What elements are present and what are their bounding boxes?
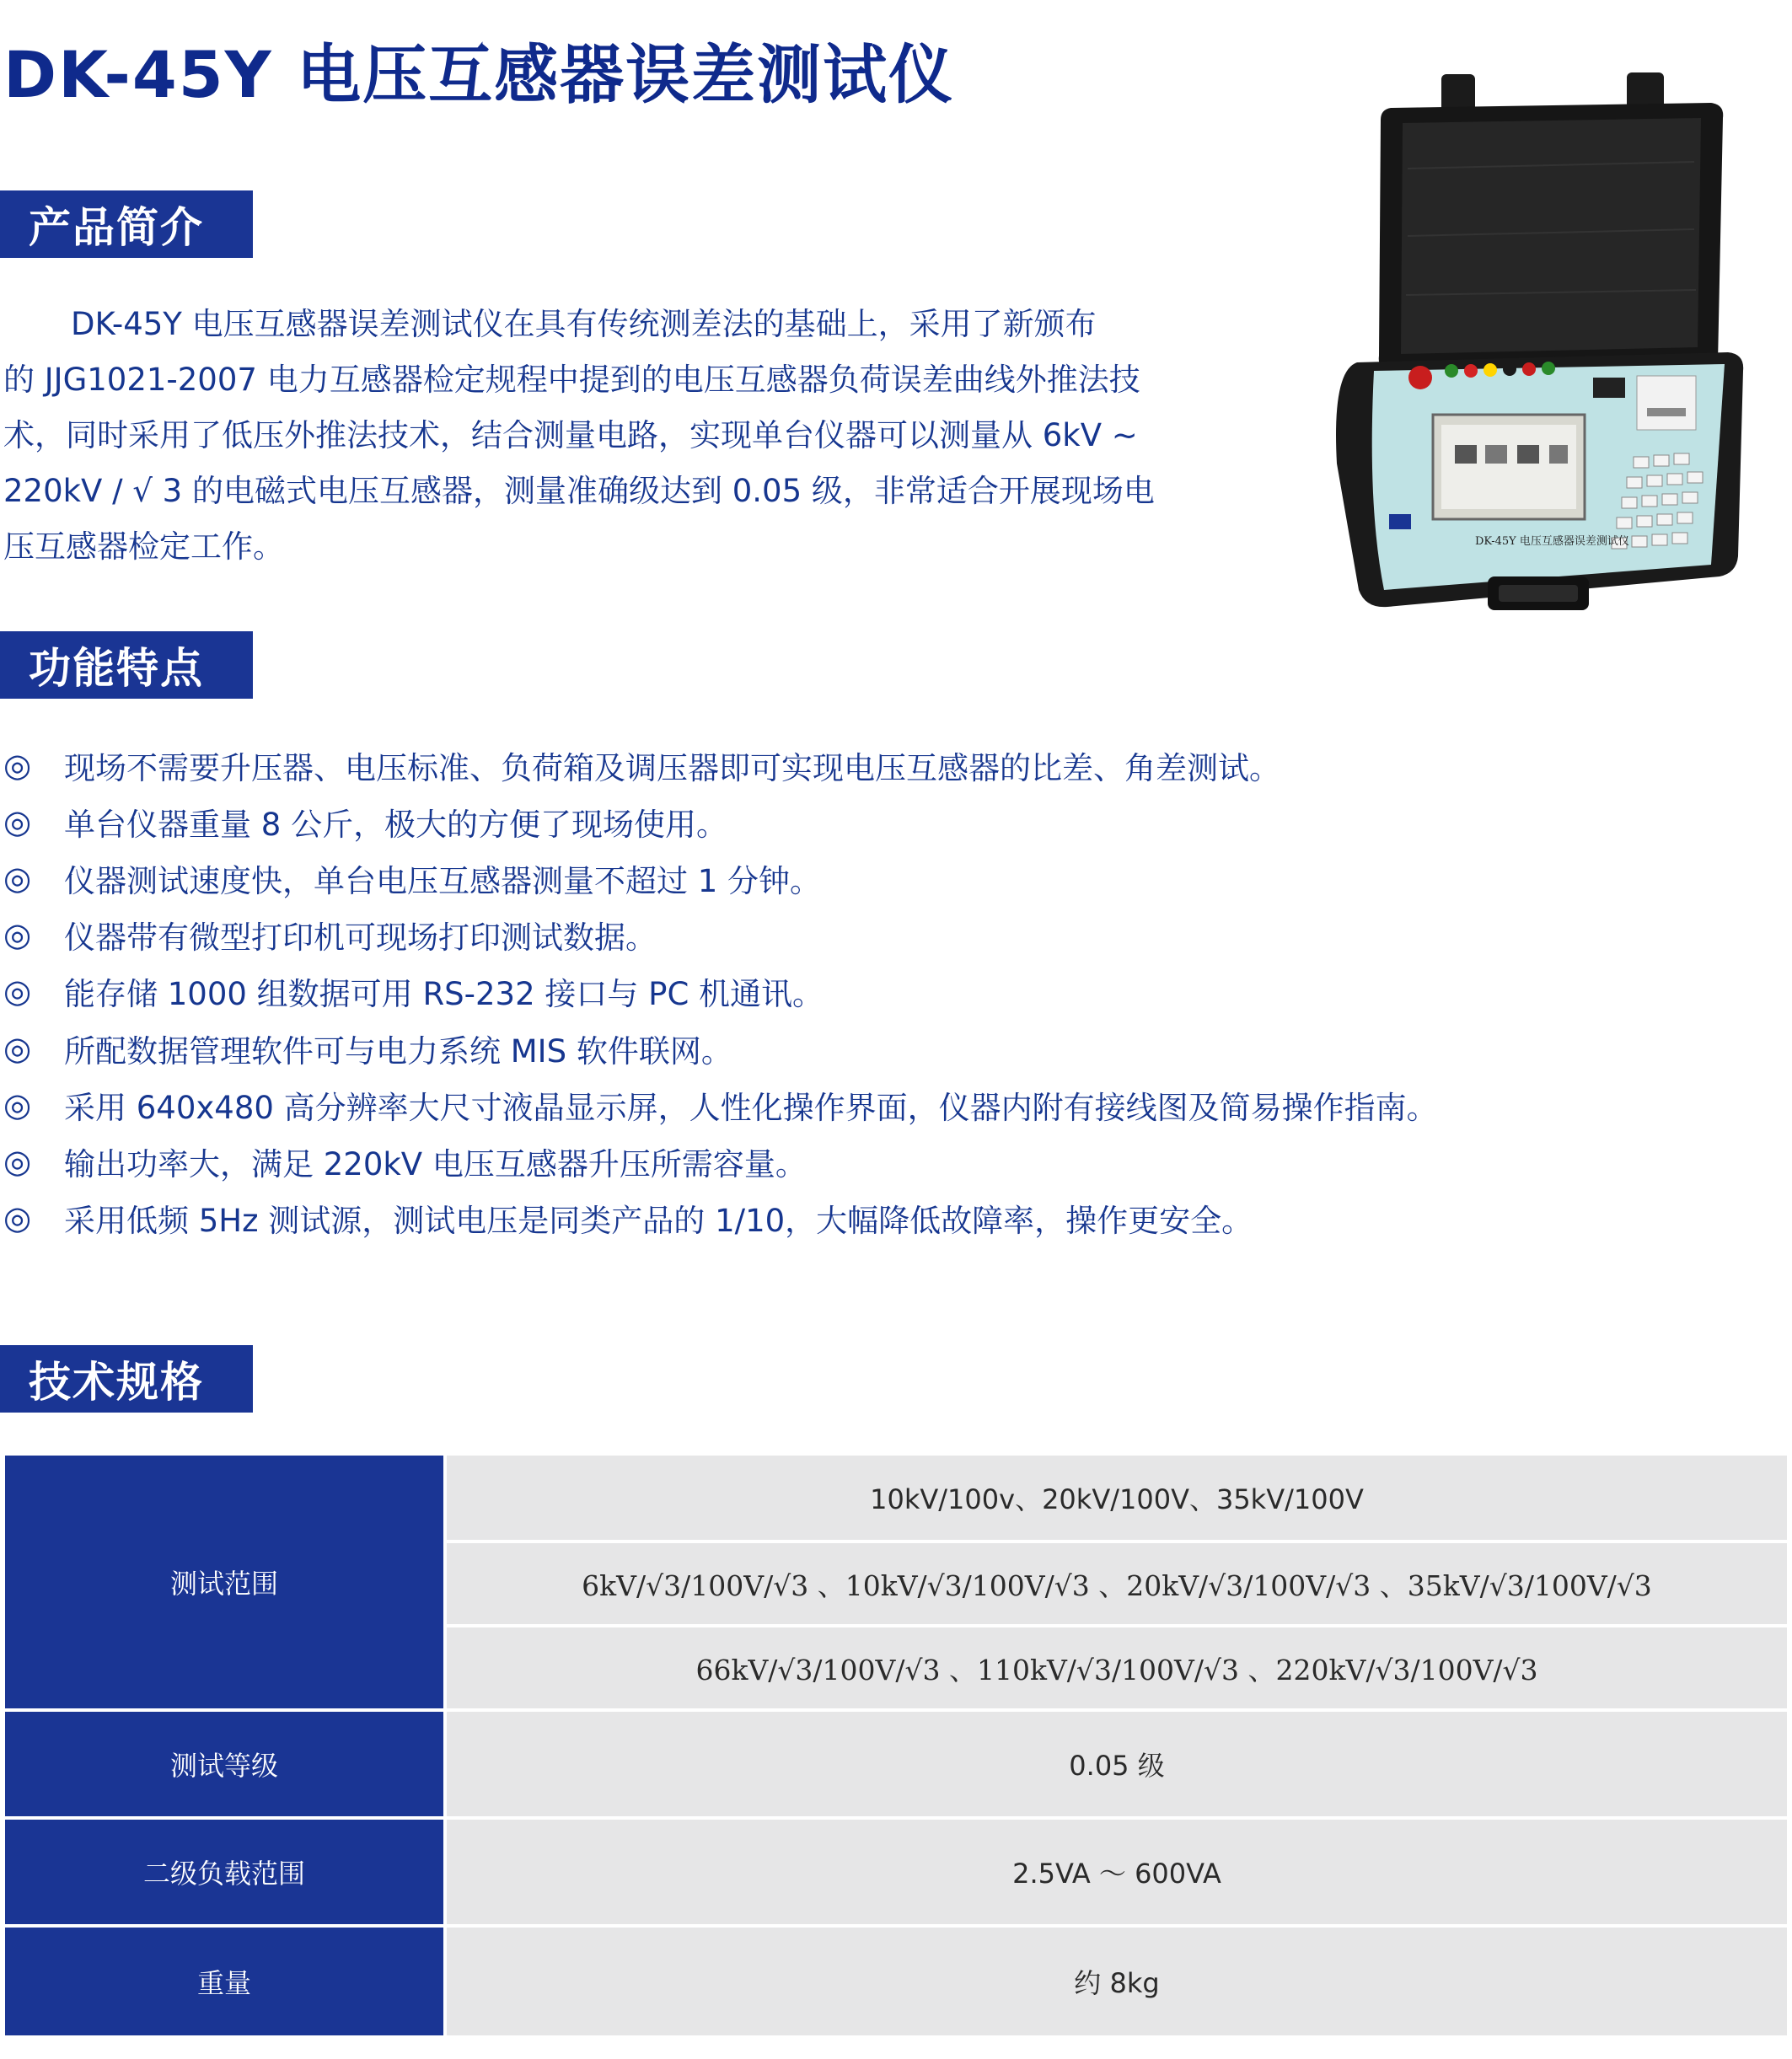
- page-title: DK-45Y 电压互感器误差测试仪: [3, 37, 955, 112]
- intro-paragraph: [3, 297, 1259, 575]
- spec-label-range: 测试范围: [5, 1456, 447, 1708]
- product-image: [1306, 67, 1753, 641]
- bullet-icon: ◎: [3, 1086, 32, 1123]
- spec-row-weight: [5, 1928, 1787, 2035]
- intro-line-3: 术，同时采用了低压外推法技术，结合测量电路，实现单台仪器可以测量从 6kV ~: [3, 417, 1138, 453]
- spec-value-range-1: 10kV/100v、20kV/100V、35kV/100V: [447, 1456, 1787, 1540]
- bullet-icon: ◎: [3, 1142, 32, 1180]
- intro-line-2: 的 JJG1021-2007 电力互感器检定规程中提到的电压互感器负荷误差曲线外推法技: [3, 362, 1140, 398]
- feature-item: ◎ 现场不需要升压器、电压标准、负荷箱及调压器即可实现电压互感器的比差、角差测试。: [3, 746, 1280, 786]
- spec-row-level: [5, 1712, 1787, 1820]
- spec-table: [5, 1456, 1787, 2035]
- feature-item: ◎ 单台仪器重量 8 公斤，极大的方便了现场使用。: [3, 802, 728, 843]
- spec-row-range: [5, 1456, 1787, 1712]
- product-panel-label: DK-45Y 电压互感器误差测试仪: [1475, 535, 1629, 548]
- bullet-icon: ◎: [3, 859, 32, 897]
- intro-line-5: 压互感器检定工作。: [3, 528, 284, 565]
- section-header-spec: 技术规格: [0, 1345, 253, 1413]
- feature-item: ◎ 输出功率大，满足 220kV 电压互感器升压所需容量。: [3, 1142, 807, 1182]
- feature-item: ◎ 能存储 1000 组数据可用 RS-232 接口与 PC 机通讯。: [3, 973, 824, 1013]
- bullet-icon: ◎: [3, 802, 32, 840]
- spec-value-weight: 约 8kg: [447, 1928, 1787, 2035]
- section-header-intro: 产品简介: [0, 190, 253, 258]
- spec-value-range-3: 66kV/√3/100V/√3 、110kV/√3/100V/√3 、220kV/√3/100V/√3: [447, 1624, 1787, 1708]
- bullet-icon: ◎: [3, 746, 32, 784]
- spec-value-level: 0.05 级: [447, 1712, 1787, 1816]
- intro-line-4: 220kV / √ 3 的电磁式电压互感器，测量准确级达到 0.05 级，非常适合开展现场电: [3, 473, 1155, 509]
- spec-value-load: 2.5VA ～ 600VA: [447, 1820, 1787, 1924]
- spec-value-range-2: 6kV/√3/100V/√3 、10kV/√3/100V/√3 、20kV/√3/100V/√3 、35kV/√3/100V/√3: [447, 1540, 1787, 1624]
- feature-item: ◎ 仪器测试速度快，单台电压互感器测量不超过 1 分钟。: [3, 859, 822, 899]
- spec-label-level: 测试等级: [5, 1712, 447, 1816]
- feature-item: ◎ 所配数据管理软件可与电力系统 MIS 软件联网。: [3, 1029, 732, 1070]
- intro-line-1: DK-45Y 电压互感器误差测试仪在具有传统测差法的基础上，采用了新颁布: [71, 306, 1097, 342]
- spec-label-load: 二级负载范围: [5, 1820, 447, 1924]
- feature-list: [3, 737, 1773, 1247]
- spec-row-load: [5, 1820, 1787, 1928]
- feature-item: ◎ 采用低频 5Hz 测试源，测试电压是同类产品的 1/10，大幅降低故障率，操作更安全。: [3, 1199, 1253, 1240]
- bullet-icon: ◎: [3, 916, 32, 954]
- spec-label-weight: 重量: [5, 1928, 447, 2035]
- feature-item: ◎ 仪器带有微型打印机可现场打印测试数据。: [3, 916, 657, 957]
- feature-item: ◎ 采用 640x480 高分辨率大尺寸液晶显示屏，人性化操作界面，仪器内附有接线图及简易操作指南。: [3, 1086, 1438, 1126]
- bullet-icon: ◎: [3, 1199, 32, 1237]
- section-header-features: 功能特点: [0, 631, 253, 699]
- bullet-icon: ◎: [3, 973, 32, 1011]
- bullet-icon: ◎: [3, 1029, 32, 1067]
